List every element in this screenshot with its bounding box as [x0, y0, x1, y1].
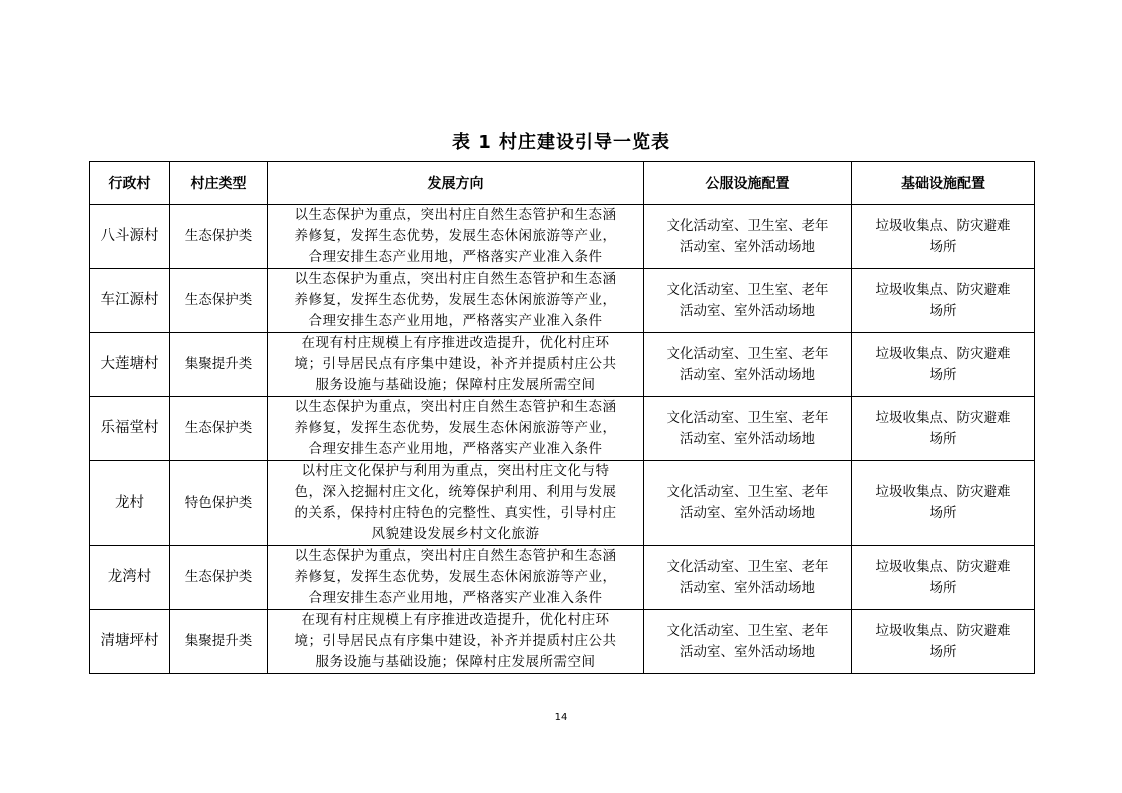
village-name-cell: 大莲塘村 [90, 333, 170, 397]
direction-line: 合理安排生态产业用地，严格落实产业准入条件 [308, 590, 603, 606]
table-row [90, 546, 1035, 610]
infrastructure-line: 垃圾收集点、防灾避难 [875, 409, 1011, 426]
village-type-cell: 生态保护类 [170, 269, 268, 333]
public-facilities-line: 活动室、室外活动场地 [680, 430, 815, 447]
direction-line: 以村庄文化保护与利用为重点，突出村庄文化与特 [301, 463, 610, 479]
infrastructure-line: 场所 [929, 643, 957, 660]
public-facilities-line: 文化活动室、卫生室、老年 [666, 217, 829, 234]
direction-line: 服务设施与基础设施；保障村庄发展所需空间 [315, 654, 596, 670]
direction-line: 境；引导居民点有序集中建设，补齐并提质村庄公共 [294, 633, 617, 649]
village-type-cell: 生态保护类 [170, 546, 268, 610]
direction-line: 养修复，发挥生态优势，发展生态休闲旅游等产业， [294, 569, 617, 585]
infrastructure-line: 垃圾收集点、防灾避难 [875, 558, 1011, 575]
direction-line: 色，深入挖掘村庄文化，统筹保护利用、利用与发展 [294, 484, 617, 500]
infrastructure-line: 场所 [929, 302, 957, 319]
village-name-cell: 龙湾村 [90, 546, 170, 610]
table-header-row [90, 162, 1035, 205]
infrastructure-cell [852, 546, 1035, 610]
direction-cell [268, 333, 644, 397]
public-facilities-line: 活动室、室外活动场地 [680, 238, 815, 255]
public-facilities-cell [644, 610, 852, 674]
public-facilities-line: 文化活动室、卫生室、老年 [666, 484, 829, 500]
direction-line: 境；引导居民点有序集中建设，补齐并提质村庄公共 [294, 356, 617, 372]
direction-line: 以生态保护为重点，突出村庄自然生态管护和生态涵 [294, 271, 617, 287]
direction-line: 服务设施与基础设施；保障村庄发展所需空间 [315, 377, 596, 393]
public-facilities-cell [644, 333, 852, 397]
infrastructure-cell [852, 333, 1035, 397]
direction-cell [268, 610, 644, 674]
public-facilities-line: 活动室、室外活动场地 [680, 579, 815, 596]
direction-line: 养修复，发挥生态优势，发展生态休闲旅游等产业， [294, 292, 617, 308]
village-name-cell: 龙村 [90, 461, 170, 546]
direction-cell [268, 205, 644, 269]
public-facilities-line: 文化活动室、卫生室、老年 [666, 558, 829, 575]
village-type-cell: 集聚提升类 [170, 610, 268, 674]
direction-line: 的关系，保持村庄特色的完整性、真实性，引导村庄 [294, 505, 617, 521]
public-facilities-line: 文化活动室、卫生室、老年 [666, 409, 829, 426]
infrastructure-line: 场所 [929, 366, 957, 383]
public-facilities-cell [644, 546, 852, 610]
village-type-cell: 特色保护类 [170, 461, 268, 546]
infrastructure-line: 垃圾收集点、防灾避难 [875, 622, 1011, 639]
village-type-cell: 生态保护类 [170, 397, 268, 461]
public-facilities-line: 活动室、室外活动场地 [680, 302, 815, 319]
direction-line: 在现有村庄规模上有序推进改造提升，优化村庄环 [301, 335, 610, 351]
direction-cell [268, 546, 644, 610]
infrastructure-cell [852, 397, 1035, 461]
header-village: 行政村 [90, 162, 170, 205]
header-public-facilities: 公服设施配置 [644, 162, 852, 205]
infrastructure-cell [852, 610, 1035, 674]
page-number: 14 [554, 712, 568, 723]
public-facilities-line: 活动室、室外活动场地 [680, 643, 815, 660]
table-title: 表 1 村庄建设引导一览表 [451, 132, 671, 153]
public-facilities-cell [644, 397, 852, 461]
infrastructure-cell [852, 205, 1035, 269]
infrastructure-line: 垃圾收集点、防灾避难 [875, 217, 1011, 234]
direction-line: 合理安排生态产业用地，严格落实产业准入条件 [308, 441, 603, 457]
direction-line: 合理安排生态产业用地，严格落实产业准入条件 [308, 313, 603, 329]
table-row [90, 397, 1035, 461]
infrastructure-cell [852, 269, 1035, 333]
direction-cell [268, 397, 644, 461]
direction-line: 合理安排生态产业用地，严格落实产业准入条件 [308, 249, 603, 265]
infrastructure-line: 垃圾收集点、防灾避难 [875, 345, 1011, 362]
header-direction: 发展方向 [268, 162, 644, 205]
village-guidance-table [89, 161, 1035, 674]
direction-line: 以生态保护为重点，突出村庄自然生态管护和生态涵 [294, 207, 617, 223]
infrastructure-line: 场所 [929, 238, 957, 255]
table-row [90, 333, 1035, 397]
direction-line: 养修复，发挥生态优势，发展生态休闲旅游等产业， [294, 420, 617, 436]
direction-line: 以生态保护为重点，突出村庄自然生态管护和生态涵 [294, 399, 617, 415]
public-facilities-line: 文化活动室、卫生室、老年 [666, 281, 829, 298]
direction-line: 养修复，发挥生态优势，发展生态休闲旅游等产业， [294, 228, 617, 244]
direction-line: 在现有村庄规模上有序推进改造提升，优化村庄环 [301, 612, 610, 628]
village-type-cell: 生态保护类 [170, 205, 268, 269]
table-row [90, 269, 1035, 333]
public-facilities-line: 文化活动室、卫生室、老年 [666, 622, 829, 639]
direction-line: 风貌建设发展乡村文化旅游 [371, 526, 540, 542]
infrastructure-line: 场所 [929, 505, 957, 521]
table-row [90, 610, 1035, 674]
village-name-cell: 八斗源村 [90, 205, 170, 269]
direction-line: 以生态保护为重点，突出村庄自然生态管护和生态涵 [294, 548, 617, 564]
public-facilities-cell [644, 269, 852, 333]
infrastructure-line: 场所 [929, 579, 957, 596]
infrastructure-line: 垃圾收集点、防灾避难 [875, 281, 1011, 298]
header-village-type: 村庄类型 [170, 162, 268, 205]
infrastructure-line: 场所 [929, 430, 957, 447]
direction-cell [268, 461, 644, 546]
village-name-cell: 清塘坪村 [90, 610, 170, 674]
village-name-cell: 车江源村 [90, 269, 170, 333]
public-facilities-line: 活动室、室外活动场地 [680, 366, 815, 383]
village-name-cell: 乐福堂村 [90, 397, 170, 461]
public-facilities-line: 文化活动室、卫生室、老年 [666, 345, 829, 362]
infrastructure-line: 垃圾收集点、防灾避难 [875, 484, 1011, 500]
public-facilities-cell [644, 461, 852, 546]
header-infrastructure: 基础设施配置 [852, 162, 1035, 205]
direction-cell [268, 269, 644, 333]
table-row [90, 461, 1035, 546]
public-facilities-line: 活动室、室外活动场地 [680, 505, 815, 521]
public-facilities-cell [644, 205, 852, 269]
table-row [90, 205, 1035, 269]
village-type-cell: 集聚提升类 [170, 333, 268, 397]
infrastructure-cell [852, 461, 1035, 546]
